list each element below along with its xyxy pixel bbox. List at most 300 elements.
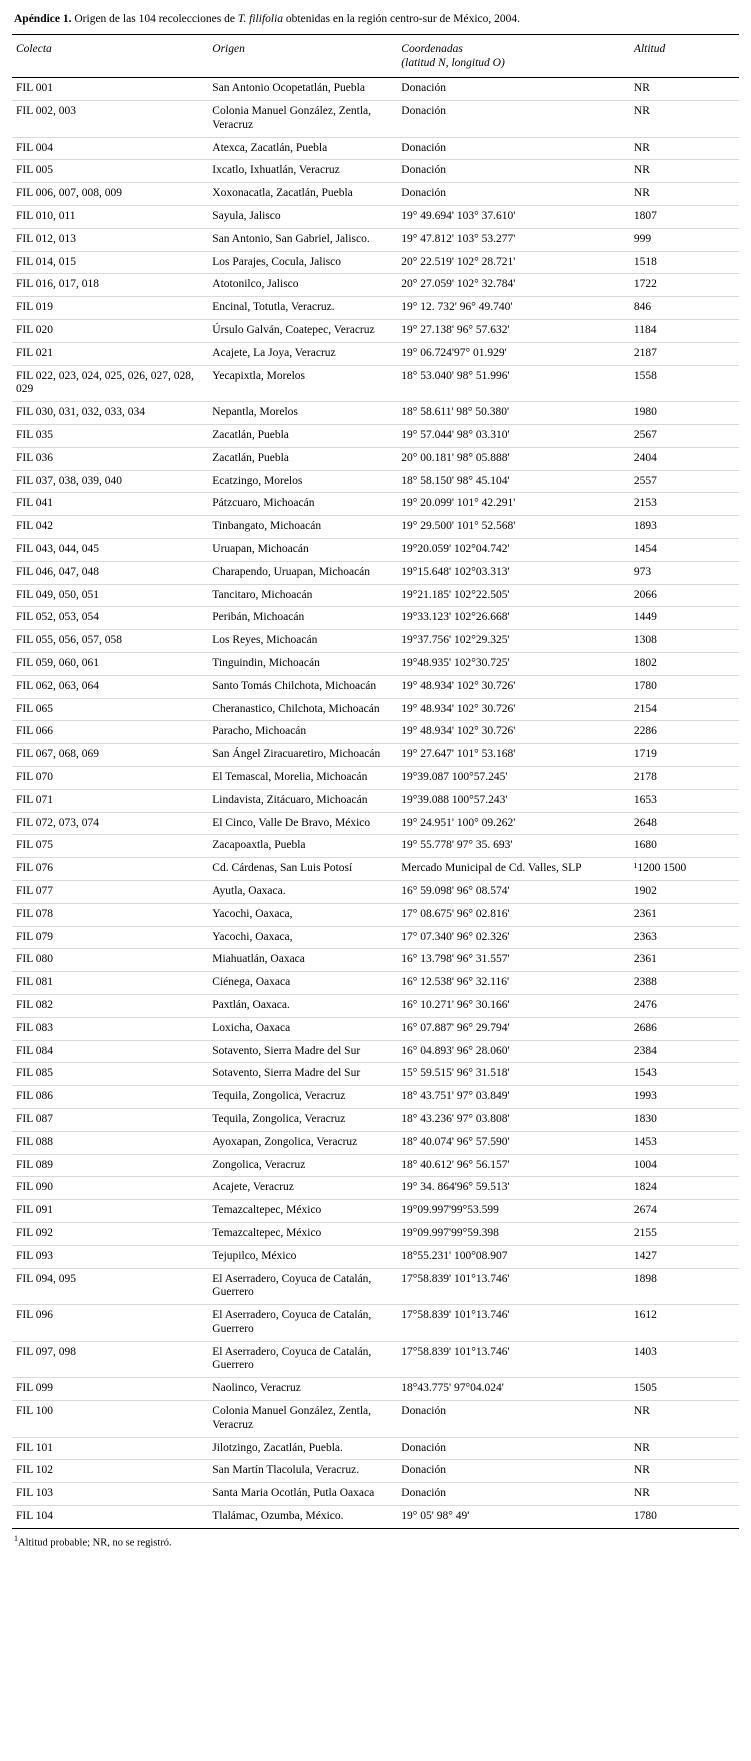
- cell-coordenadas: 16° 07.887' 96° 29.794': [397, 1017, 630, 1040]
- column-header-coordenadas-title: Coordenadas: [401, 42, 463, 55]
- caption-label: Apéndice 1.: [14, 13, 72, 25]
- cell-origen: Zacatlán, Puebla: [208, 425, 397, 448]
- column-header-coordenadas-subtitle: (latitud N, longitud O): [401, 56, 505, 69]
- header-row: [12, 35, 739, 78]
- cell-colecta: FIL 096: [12, 1305, 208, 1342]
- cell-altitud: 999: [630, 228, 739, 251]
- cell-altitud: 1780: [630, 675, 739, 698]
- cell-altitud: 846: [630, 297, 739, 320]
- cell-colecta: FIL 030, 031, 032, 033, 034: [12, 402, 208, 425]
- cell-origen: Ixcatlo, Ixhuatlán, Veracruz: [208, 160, 397, 183]
- table-row: [12, 561, 739, 584]
- table-row: [12, 903, 739, 926]
- cell-altitud: 2361: [630, 903, 739, 926]
- cell-coordenadas: 19°09.997'99°59.398: [397, 1222, 630, 1245]
- table-row: [12, 183, 739, 206]
- cell-altitud: 2567: [630, 425, 739, 448]
- cell-colecta: FIL 076: [12, 858, 208, 881]
- table-row: [12, 1063, 739, 1086]
- table-row: [12, 926, 739, 949]
- cell-coordenadas: 19° 57.044' 98° 03.310': [397, 425, 630, 448]
- cell-coordenadas: 17° 08.675' 96° 02.816': [397, 903, 630, 926]
- cell-colecta: FIL 005: [12, 160, 208, 183]
- cell-coordenadas: 18° 40.074' 96° 57.590': [397, 1131, 630, 1154]
- cell-colecta: FIL 014, 015: [12, 251, 208, 274]
- cell-colecta: FIL 082: [12, 994, 208, 1017]
- cell-coordenadas: Donación: [397, 137, 630, 160]
- cell-colecta: FIL 001: [12, 78, 208, 101]
- cell-origen: El Cinco, Valle De Bravo, México: [208, 812, 397, 835]
- cell-altitud: 1004: [630, 1154, 739, 1177]
- cell-altitud: 1993: [630, 1086, 739, 1109]
- cell-coordenadas: 19° 48.934' 102° 30.726': [397, 721, 630, 744]
- cell-origen: Uruapan, Michoacán: [208, 539, 397, 562]
- cell-origen: Paxtlán, Oaxaca.: [208, 994, 397, 1017]
- cell-colecta: FIL 055, 056, 057, 058: [12, 630, 208, 653]
- cell-altitud: 2388: [630, 972, 739, 995]
- table-row: [12, 447, 739, 470]
- cell-altitud: NR: [630, 1437, 739, 1460]
- cell-altitud: 2154: [630, 698, 739, 721]
- cell-coordenadas: 19°39.088 100°57.243': [397, 789, 630, 812]
- cell-coordenadas: 19°37.756' 102°29.325': [397, 630, 630, 653]
- cell-colecta: FIL 080: [12, 949, 208, 972]
- cell-origen: Atotonilco, Jalisco: [208, 274, 397, 297]
- cell-colecta: FIL 100: [12, 1401, 208, 1438]
- cell-coordenadas: 19°20.059' 102°04.742': [397, 539, 630, 562]
- cell-altitud: 2187: [630, 342, 739, 365]
- cell-altitud: 1518: [630, 251, 739, 274]
- table-row: [12, 1086, 739, 1109]
- cell-colecta: FIL 103: [12, 1483, 208, 1506]
- cell-origen: Yecapixtla, Morelos: [208, 365, 397, 402]
- cell-origen: Tinbangato, Michoacán: [208, 516, 397, 539]
- cell-coordenadas: 19°21.185' 102°22.505': [397, 584, 630, 607]
- table-row: [12, 789, 739, 812]
- cell-coordenadas: 16° 10.271' 96° 30.166': [397, 994, 630, 1017]
- table-row: [12, 342, 739, 365]
- cell-altitud: 1449: [630, 607, 739, 630]
- column-header-colecta: Colecta: [12, 35, 208, 78]
- cell-coordenadas: 19°33.123' 102°26.668': [397, 607, 630, 630]
- table-row: [12, 1154, 739, 1177]
- footnote-marker: 1: [14, 1533, 18, 1543]
- table-row: [12, 1378, 739, 1401]
- cell-altitud: 1719: [630, 744, 739, 767]
- cell-origen: Xoxonacatla, Zacatlán, Puebla: [208, 183, 397, 206]
- cell-altitud: 1454: [630, 539, 739, 562]
- cell-origen: Tequila, Zongolica, Veracruz: [208, 1086, 397, 1109]
- cell-coordenadas: 19° 48.934' 102° 30.726': [397, 675, 630, 698]
- cell-colecta: FIL 079: [12, 926, 208, 949]
- table-row: [12, 949, 739, 972]
- caption-text-after: obtenidas en la región centro-sur de México, 2004.: [283, 13, 521, 25]
- column-header-origen: Origen: [208, 35, 397, 78]
- table-row: [12, 858, 739, 881]
- cell-origen: Sayula, Jalisco: [208, 206, 397, 229]
- cell-origen: Temazcaltepec, México: [208, 1200, 397, 1223]
- cell-altitud: 2363: [630, 926, 739, 949]
- cell-origen: Zacapoaxtla, Puebla: [208, 835, 397, 858]
- cell-coordenadas: 18° 43.236' 97° 03.808': [397, 1108, 630, 1131]
- table-caption: [12, 10, 739, 35]
- cell-colecta: FIL 089: [12, 1154, 208, 1177]
- cell-altitud: 1653: [630, 789, 739, 812]
- table-row: [12, 630, 739, 653]
- cell-origen: San Antonio, San Gabriel, Jalisco.: [208, 228, 397, 251]
- table-row: [12, 228, 739, 251]
- cell-origen: Úrsulo Galván, Coatepec, Veracruz: [208, 320, 397, 343]
- cell-coordenadas: Donación: [397, 1483, 630, 1506]
- cell-coordenadas: Mercado Municipal de Cd. Valles, SLP: [397, 858, 630, 881]
- cell-colecta: FIL 083: [12, 1017, 208, 1040]
- table-row: [12, 1401, 739, 1438]
- table-row: [12, 274, 739, 297]
- cell-coordenadas: 20° 22.519' 102° 28.721': [397, 251, 630, 274]
- cell-colecta: FIL 036: [12, 447, 208, 470]
- cell-coordenadas: 19° 49.694' 103° 37.610': [397, 206, 630, 229]
- cell-colecta: FIL 075: [12, 835, 208, 858]
- cell-coordenadas: 15° 59.515' 96° 31.518': [397, 1063, 630, 1086]
- collections-table: [12, 35, 739, 1529]
- table-footnote: [12, 1529, 739, 1552]
- cell-altitud: 1807: [630, 206, 739, 229]
- cell-altitud: NR: [630, 1483, 739, 1506]
- cell-origen: Temazcaltepec, México: [208, 1222, 397, 1245]
- cell-altitud: 2648: [630, 812, 739, 835]
- cell-coordenadas: 18° 53.040' 98° 51.996': [397, 365, 630, 402]
- cell-origen: Naolinco, Veracruz: [208, 1378, 397, 1401]
- table-row: [12, 1245, 739, 1268]
- cell-colecta: FIL 094, 095: [12, 1268, 208, 1305]
- cell-altitud: 2361: [630, 949, 739, 972]
- cell-origen: Paracho, Michoacán: [208, 721, 397, 744]
- table-row: [12, 160, 739, 183]
- table-row: [12, 320, 739, 343]
- cell-colecta: FIL 097, 098: [12, 1341, 208, 1378]
- cell-origen: Ayutla, Oaxaca.: [208, 880, 397, 903]
- table-row: [12, 251, 739, 274]
- cell-coordenadas: 19° 27.138' 96° 57.632': [397, 320, 630, 343]
- cell-altitud: NR: [630, 101, 739, 138]
- cell-coordenadas: 19° 20.099' 101° 42.291': [397, 493, 630, 516]
- cell-coordenadas: 19°39.087 100°57.245': [397, 766, 630, 789]
- table-row: [12, 1040, 739, 1063]
- table-row: [12, 1341, 739, 1378]
- table-row: [12, 1017, 739, 1040]
- cell-origen: Jilotzingo, Zacatlán, Puebla.: [208, 1437, 397, 1460]
- table-body: [12, 78, 739, 1529]
- cell-origen: Tancitaro, Michoacán: [208, 584, 397, 607]
- cell-altitud: 2674: [630, 1200, 739, 1223]
- cell-colecta: FIL 042: [12, 516, 208, 539]
- cell-origen: Colonia Manuel González, Zentla, Veracruz: [208, 1401, 397, 1438]
- cell-colecta: FIL 091: [12, 1200, 208, 1223]
- cell-coordenadas: 19° 29.500' 101° 52.568': [397, 516, 630, 539]
- table-row: [12, 835, 739, 858]
- cell-colecta: FIL 071: [12, 789, 208, 812]
- cell-origen: El Aserradero, Coyuca de Catalán, Guerrero: [208, 1268, 397, 1305]
- cell-coordenadas: 18° 58.611' 98° 50.380': [397, 402, 630, 425]
- cell-altitud: NR: [630, 183, 739, 206]
- cell-colecta: FIL 102: [12, 1460, 208, 1483]
- cell-coordenadas: 19° 34. 864'96° 59.513': [397, 1177, 630, 1200]
- cell-altitud: NR: [630, 160, 739, 183]
- table-row: [12, 880, 739, 903]
- cell-coordenadas: 19° 55.778' 97° 35. 693': [397, 835, 630, 858]
- cell-origen: Colonia Manuel González, Zentla, Veracruz: [208, 101, 397, 138]
- cell-coordenadas: 17°58.839' 101°13.746': [397, 1268, 630, 1305]
- table-row: [12, 721, 739, 744]
- cell-colecta: FIL 012, 013: [12, 228, 208, 251]
- cell-altitud: 2384: [630, 1040, 739, 1063]
- cell-altitud: 1308: [630, 630, 739, 653]
- cell-coordenadas: Donación: [397, 1460, 630, 1483]
- cell-origen: Cheranastico, Chilchota, Michoacán: [208, 698, 397, 721]
- cell-coordenadas: Donación: [397, 78, 630, 101]
- cell-altitud: NR: [630, 78, 739, 101]
- cell-coordenadas: Donación: [397, 160, 630, 183]
- cell-origen: Encinal, Totutla, Veracruz.: [208, 297, 397, 320]
- cell-colecta: FIL 070: [12, 766, 208, 789]
- cell-altitud: 2178: [630, 766, 739, 789]
- table-row: [12, 1268, 739, 1305]
- table-row: [12, 1131, 739, 1154]
- cell-coordenadas: 18°43.775' 97°04.024': [397, 1378, 630, 1401]
- cell-altitud: 1427: [630, 1245, 739, 1268]
- cell-colecta: FIL 104: [12, 1506, 208, 1529]
- cell-colecta: FIL 086: [12, 1086, 208, 1109]
- cell-coordenadas: 16° 59.098' 96° 08.574': [397, 880, 630, 903]
- table-row: [12, 297, 739, 320]
- cell-colecta: FIL 046, 047, 048: [12, 561, 208, 584]
- caption-text-before: Origen de las 104 recolecciones de: [71, 13, 238, 25]
- cell-altitud: 2686: [630, 1017, 739, 1040]
- cell-origen: Tlalámac, Ozumba, México.: [208, 1506, 397, 1529]
- cell-altitud: NR: [630, 1401, 739, 1438]
- cell-colecta: FIL 043, 044, 045: [12, 539, 208, 562]
- table-row: [12, 1483, 739, 1506]
- cell-altitud: 2155: [630, 1222, 739, 1245]
- cell-coordenadas: 20° 27.059' 102° 32.784': [397, 274, 630, 297]
- cell-altitud: 1184: [630, 320, 739, 343]
- cell-coordenadas: 18° 58.150' 98° 45.104': [397, 470, 630, 493]
- cell-origen: El Aserradero, Coyuca de Catalán, Guerrero: [208, 1341, 397, 1378]
- table-row: [12, 744, 739, 767]
- table-row: [12, 539, 739, 562]
- footnote-text: Altitud probable; NR, no se registró.: [18, 1537, 172, 1549]
- cell-origen: Ciénega, Oaxaca: [208, 972, 397, 995]
- table-row: [12, 470, 739, 493]
- table-row: [12, 1108, 739, 1131]
- cell-origen: Zacatlán, Puebla: [208, 447, 397, 470]
- cell-coordenadas: 19° 05' 98° 49': [397, 1506, 630, 1529]
- cell-colecta: FIL 067, 068, 069: [12, 744, 208, 767]
- cell-origen: Nepantla, Morelos: [208, 402, 397, 425]
- cell-altitud: 1980: [630, 402, 739, 425]
- cell-colecta: FIL 052, 053, 054: [12, 607, 208, 630]
- cell-colecta: FIL 059, 060, 061: [12, 652, 208, 675]
- table-row: [12, 584, 739, 607]
- cell-altitud: 1780: [630, 1506, 739, 1529]
- table-row: [12, 994, 739, 1017]
- cell-altitud: 973: [630, 561, 739, 584]
- cell-origen: Yacochi, Oaxaca,: [208, 903, 397, 926]
- cell-altitud: ¹1200 1500: [630, 858, 739, 881]
- cell-origen: Yacochi, Oaxaca,: [208, 926, 397, 949]
- cell-origen: San Ángel Ziracuaretiro, Michoacán: [208, 744, 397, 767]
- cell-colecta: FIL 037, 038, 039, 040: [12, 470, 208, 493]
- cell-coordenadas: 19°15.648' 102°03.313': [397, 561, 630, 584]
- cell-colecta: FIL 072, 073, 074: [12, 812, 208, 835]
- cell-colecta: FIL 010, 011: [12, 206, 208, 229]
- cell-coordenadas: 20° 00.181' 98° 05.888': [397, 447, 630, 470]
- table-header: [12, 35, 739, 78]
- cell-coordenadas: 19° 12. 732' 96° 49.740': [397, 297, 630, 320]
- cell-origen: Cd. Cárdenas, San Luis Potosí: [208, 858, 397, 881]
- cell-origen: San Antonio Ocopetatlán, Puebla: [208, 78, 397, 101]
- cell-colecta: FIL 022, 023, 024, 025, 026, 027, 028, 029: [12, 365, 208, 402]
- cell-coordenadas: 19° 27.647' 101° 53.168': [397, 744, 630, 767]
- cell-origen: Loxicha, Oaxaca: [208, 1017, 397, 1040]
- cell-coordenadas: 18°55.231' 100°08.907: [397, 1245, 630, 1268]
- cell-colecta: FIL 077: [12, 880, 208, 903]
- table-row: [12, 652, 739, 675]
- cell-colecta: FIL 035: [12, 425, 208, 448]
- cell-origen: Tequila, Zongolica, Veracruz: [208, 1108, 397, 1131]
- cell-origen: Tinguindin, Michoacán: [208, 652, 397, 675]
- cell-colecta: FIL 084: [12, 1040, 208, 1063]
- cell-colecta: FIL 093: [12, 1245, 208, 1268]
- table-row: [12, 425, 739, 448]
- table-row: [12, 78, 739, 101]
- cell-coordenadas: 17°58.839' 101°13.746': [397, 1305, 630, 1342]
- cell-origen: El Temascal, Morelia, Michoacán: [208, 766, 397, 789]
- table-row: [12, 365, 739, 402]
- cell-origen: Los Reyes, Michoacán: [208, 630, 397, 653]
- cell-coordenadas: Donación: [397, 1401, 630, 1438]
- cell-colecta: FIL 085: [12, 1063, 208, 1086]
- cell-colecta: FIL 078: [12, 903, 208, 926]
- cell-altitud: 1558: [630, 365, 739, 402]
- cell-origen: Santo Tomás Chilchota, Michoacán: [208, 675, 397, 698]
- table-row: [12, 675, 739, 698]
- cell-coordenadas: 19°48.935' 102°30.725': [397, 652, 630, 675]
- cell-origen: Lindavista, Zitácuaro, Michoacán: [208, 789, 397, 812]
- table-row: [12, 766, 739, 789]
- cell-colecta: FIL 092: [12, 1222, 208, 1245]
- cell-coordenadas: 18° 40.612' 96° 56.157': [397, 1154, 630, 1177]
- table-row: [12, 1437, 739, 1460]
- cell-colecta: FIL 090: [12, 1177, 208, 1200]
- cell-coordenadas: Donación: [397, 101, 630, 138]
- cell-colecta: FIL 066: [12, 721, 208, 744]
- table-row: [12, 402, 739, 425]
- cell-origen: Acajete, Veracruz: [208, 1177, 397, 1200]
- cell-altitud: 1505: [630, 1378, 739, 1401]
- cell-colecta: FIL 041: [12, 493, 208, 516]
- cell-origen: Ecatzingo, Morelos: [208, 470, 397, 493]
- cell-coordenadas: 19°09.997'99°53.599: [397, 1200, 630, 1223]
- cell-colecta: FIL 049, 050, 051: [12, 584, 208, 607]
- cell-altitud: 1898: [630, 1268, 739, 1305]
- table-row: [12, 1460, 739, 1483]
- cell-colecta: FIL 004: [12, 137, 208, 160]
- cell-origen: Atexca, Zacatlán, Puebla: [208, 137, 397, 160]
- cell-altitud: 1680: [630, 835, 739, 858]
- cell-coordenadas: 19° 48.934' 102° 30.726': [397, 698, 630, 721]
- caption-species: T. filifolia: [237, 13, 284, 25]
- cell-altitud: 1722: [630, 274, 739, 297]
- cell-coordenadas: 18° 43.751' 97° 03.849': [397, 1086, 630, 1109]
- table-row: [12, 206, 739, 229]
- cell-origen: Ayoxapan, Zongolica, Veracruz: [208, 1131, 397, 1154]
- table-row: [12, 607, 739, 630]
- cell-altitud: 1543: [630, 1063, 739, 1086]
- cell-origen: El Aserradero, Coyuca de Catalán, Guerrero: [208, 1305, 397, 1342]
- cell-origen: Pátzcuaro, Michoacán: [208, 493, 397, 516]
- cell-altitud: 2476: [630, 994, 739, 1017]
- cell-colecta: FIL 081: [12, 972, 208, 995]
- table-row: [12, 1305, 739, 1342]
- cell-origen: Los Parajes, Cocula, Jalisco: [208, 251, 397, 274]
- cell-coordenadas: 16° 12.538' 96° 32.116': [397, 972, 630, 995]
- table-row: [12, 1506, 739, 1529]
- cell-coordenadas: 19° 24.951' 100° 09.262': [397, 812, 630, 835]
- cell-altitud: 1403: [630, 1341, 739, 1378]
- cell-altitud: 2286: [630, 721, 739, 744]
- cell-origen: Santa Maria Ocotlán, Putla Oaxaca: [208, 1483, 397, 1506]
- cell-colecta: FIL 002, 003: [12, 101, 208, 138]
- table-row: [12, 137, 739, 160]
- cell-altitud: 1893: [630, 516, 739, 539]
- cell-origen: Sotavento, Sierra Madre del Sur: [208, 1063, 397, 1086]
- column-header-coordenadas: [397, 35, 630, 78]
- cell-origen: Acajete, La Joya, Veracruz: [208, 342, 397, 365]
- cell-origen: Miahuatlán, Oaxaca: [208, 949, 397, 972]
- table-row: [12, 516, 739, 539]
- cell-colecta: FIL 006, 007, 008, 009: [12, 183, 208, 206]
- cell-coordenadas: 16° 04.893' 96° 28.060': [397, 1040, 630, 1063]
- cell-coordenadas: Donación: [397, 183, 630, 206]
- cell-altitud: 1824: [630, 1177, 739, 1200]
- cell-altitud: 1830: [630, 1108, 739, 1131]
- cell-altitud: 2404: [630, 447, 739, 470]
- table-row: [12, 493, 739, 516]
- table-row: [12, 698, 739, 721]
- cell-origen: Zongolica, Veracruz: [208, 1154, 397, 1177]
- table-row: [12, 812, 739, 835]
- cell-colecta: FIL 101: [12, 1437, 208, 1460]
- table-row: [12, 1222, 739, 1245]
- table-row: [12, 1200, 739, 1223]
- cell-colecta: FIL 065: [12, 698, 208, 721]
- cell-colecta: FIL 088: [12, 1131, 208, 1154]
- cell-coordenadas: 19° 47.812' 103° 53.277': [397, 228, 630, 251]
- cell-coordenadas: Donación: [397, 1437, 630, 1460]
- cell-origen: Peribán, Michoacán: [208, 607, 397, 630]
- cell-origen: Sotavento, Sierra Madre del Sur: [208, 1040, 397, 1063]
- cell-colecta: FIL 019: [12, 297, 208, 320]
- cell-altitud: NR: [630, 137, 739, 160]
- cell-colecta: FIL 016, 017, 018: [12, 274, 208, 297]
- cell-origen: Charapendo, Uruapan, Michoacán: [208, 561, 397, 584]
- cell-colecta: FIL 099: [12, 1378, 208, 1401]
- cell-altitud: 2153: [630, 493, 739, 516]
- cell-origen: Tejupilco, México: [208, 1245, 397, 1268]
- cell-coordenadas: 17° 07.340' 96° 02.326': [397, 926, 630, 949]
- table-row: [12, 1177, 739, 1200]
